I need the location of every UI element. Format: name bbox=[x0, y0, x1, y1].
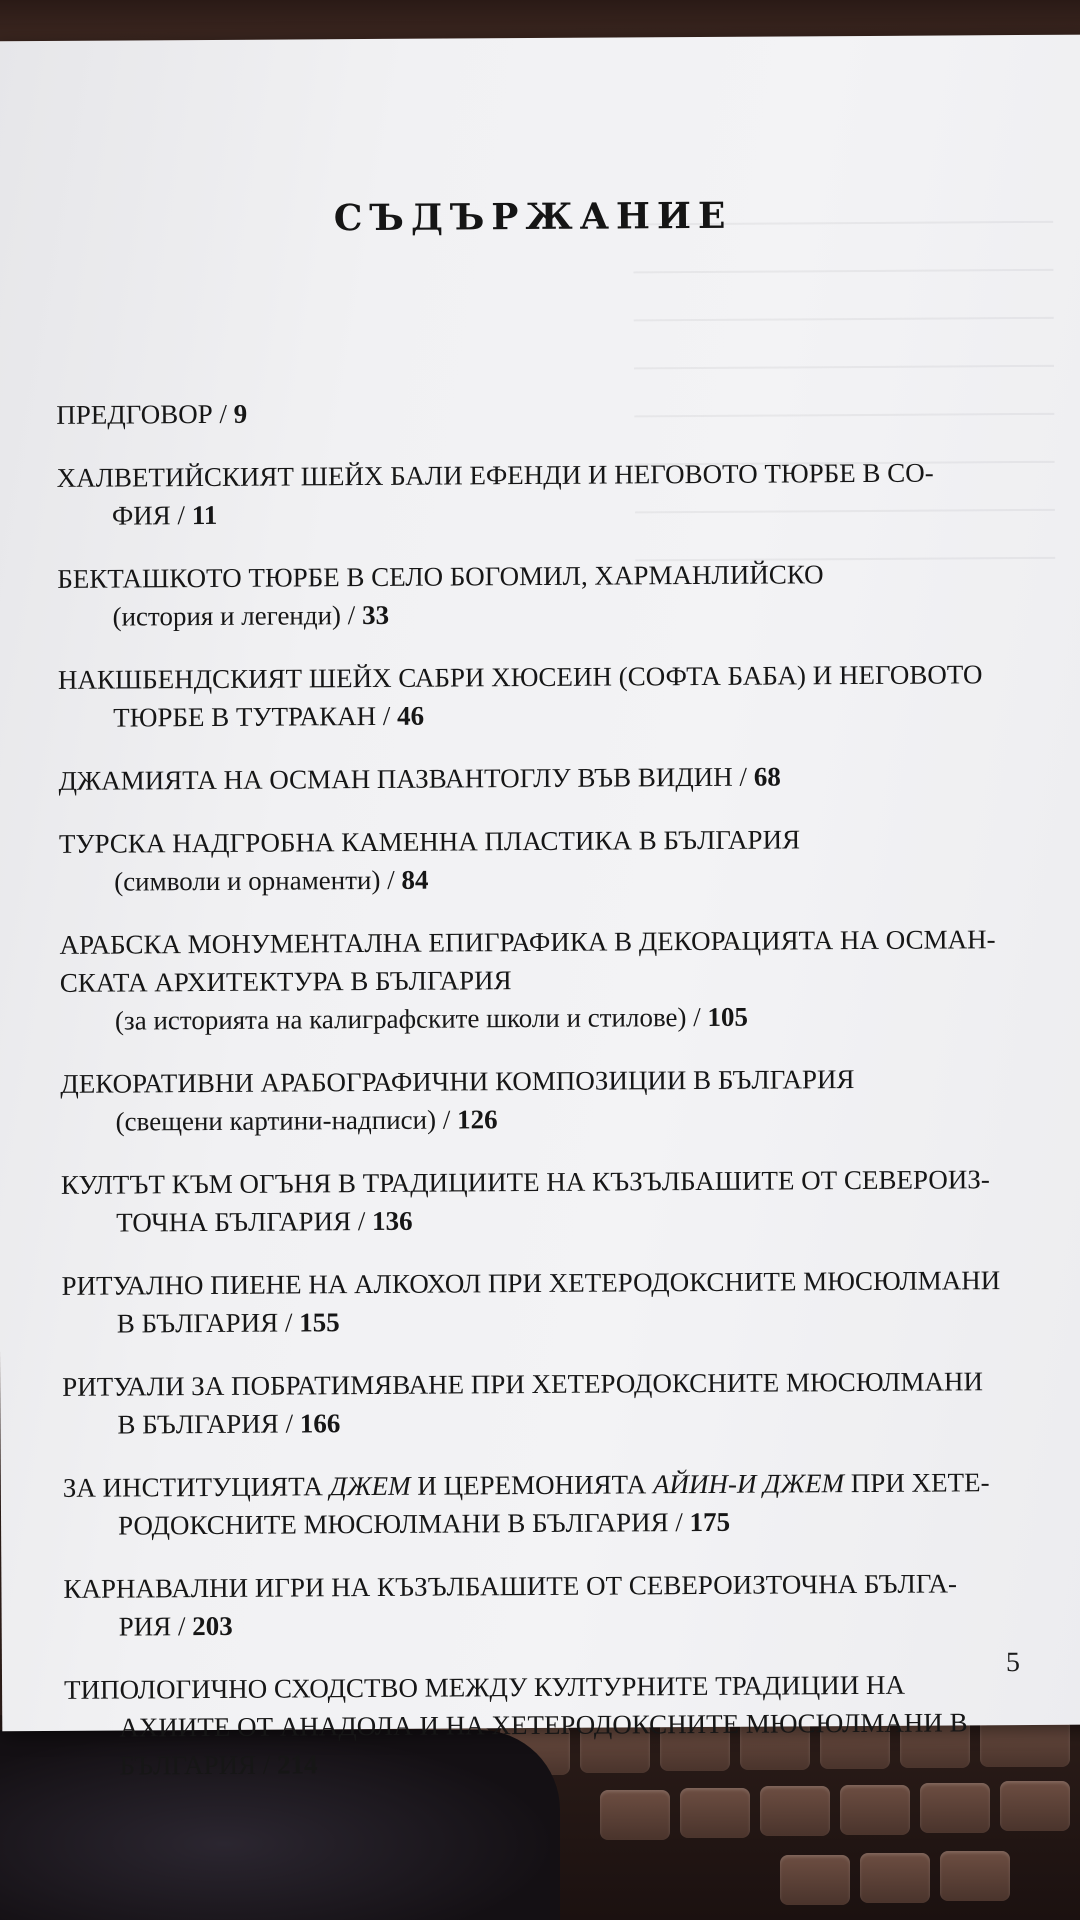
italic-term: ДЖЕМ bbox=[329, 1470, 411, 1502]
toc-entry: ХАЛВЕТИЙСКИЯТ ШЕЙХ БАЛИ ЕФЕНДИ И НЕГОВОТО ТЮРБЕ В СО- ФИЯ / 11 bbox=[57, 453, 1017, 535]
toc-entry-page: 46 bbox=[396, 700, 425, 731]
table-of-contents bbox=[56, 390, 1025, 1810]
toc-entry: ЗА ИНСТИТУЦИЯТА ДЖЕМ И ЦЕРЕМОНИЯТА АЙИН-И ДЖЕМ ПРИ ХЕТЕ- РОДОКСНИТЕ МЮСЮЛМАНИ В БЪЛГАРИЯ / 175 bbox=[63, 1463, 1023, 1545]
toc-entry-subtitle: (свещени картини-надписи) bbox=[115, 1104, 437, 1137]
toc-entry-title-cont: РОДОКСНИТЕ МЮСЮЛМАНИ В БЪЛГАРИЯ bbox=[117, 1507, 669, 1541]
toc-entry-title: БЕКТАШКОТО ТЮРБЕ В СЕЛО БОГОМИЛ, ХАРМАНЛИЙСКО bbox=[57, 559, 824, 594]
toc-entry-page: 155 bbox=[299, 1307, 340, 1338]
toc-entry: АРАБСКА МОНУМЕНТАЛНА ЕПИГРАФИКА В ДЕКОРАЦИЯТА НА ОСМАН- СКАТА АРХИТЕКТУРА В БЪЛГАРИЯ (за историята на калиграфските школи и стилове) / 105 bbox=[59, 920, 1020, 1040]
toc-entry-title-cont: ТЮРБЕ В ТУТРАКАН bbox=[113, 700, 377, 733]
toc-entry-title-cont: В БЪЛГАРИЯ bbox=[117, 1408, 279, 1440]
italic-term: АЙИН-И ДЖЕМ bbox=[652, 1468, 845, 1500]
toc-entry-title: РИТУАЛНО ПИЕНЕ НА АЛКОХОЛ ПРИ ХЕТЕРОДОКСНИТЕ МЮСЮЛМАНИ bbox=[61, 1265, 1001, 1301]
toc-entry-page: 175 bbox=[689, 1506, 731, 1538]
toc-entry-page: 166 bbox=[299, 1408, 341, 1439]
toc-entry: ТУРСКА НАДГРОБНА КАМЕННА ПЛАСТИКА В БЪЛГАРИЯ (символи и орнаменти) / 84 bbox=[59, 819, 1019, 901]
toc-entry: ТИПОЛОГИЧНО СХОДСТВО МЕЖДУ КУЛТУРНИТЕ ТРАДИЦИИ НА АХИИТЕ ОТ АНАДОЛА И НА ХЕТЕРОДОКСНИТЕ МЮСЮЛМАНИ В БЪЛГАРИЯ / 214 bbox=[64, 1665, 1025, 1785]
toc-entry-title: АРАБСКА МОНУМЕНТАЛНА ЕПИГРАФИКА В ДЕКОРАЦИЯТА НА ОСМАН- bbox=[59, 924, 996, 960]
toc-entry: НАКШБЕНДСКИЯТ ШЕЙХ САБРИ ХЮСЕИН (СОФТА БАБА) И НЕГОВОТО ТЮРБЕ В ТУТРАКАН / 46 bbox=[58, 655, 1018, 737]
toc-entry-title-cont: АХИИТЕ ОТ АНАДОЛА И НА ХЕТЕРОДОКСНИТЕ МЮСЮЛМАНИ В bbox=[119, 1707, 968, 1743]
toc-entry-title: ЗА ИНСТИТУЦИЯТА ДЖЕМ И ЦЕРЕМОНИЯТА АЙИН-И ДЖЕМ ПРИ ХЕТЕ- bbox=[62, 1467, 990, 1503]
toc-entry-title: ХАЛВЕТИЙСКИЯТ ШЕЙХ БАЛИ ЕФЕНДИ И НЕГОВОТО ТЮРБЕ В СО- bbox=[56, 457, 934, 493]
toc-entry-title: РИТУАЛИ ЗА ПОБРАТИМЯВАНЕ ПРИ ХЕТЕРОДОКСНИТЕ МЮСЮЛМАНИ bbox=[62, 1366, 984, 1402]
key bbox=[860, 1853, 930, 1903]
toc-entry-page: 105 bbox=[707, 1001, 749, 1032]
toc-entry-title: ТИПОЛОГИЧНО СХОДСТВО МЕЖДУ КУЛТУРНИТЕ ТРАДИЦИИ НА bbox=[63, 1669, 906, 1705]
toc-entry-page: 214 bbox=[277, 1749, 318, 1780]
toc-entry-page: 11 bbox=[191, 499, 218, 531]
toc-entry-page: 126 bbox=[456, 1104, 498, 1135]
toc-entry-subtitle: (символи и орнаменти) bbox=[114, 864, 381, 897]
toc-entry-title: НАКШБЕНДСКИЯТ ШЕЙХ САБРИ ХЮСЕИН (СОФТА БАБА) И НЕГОВОТО bbox=[57, 659, 983, 695]
toc-entry: БЕКТАШКОТО ТЮРБЕ В СЕЛО БОГОМИЛ, ХАРМАНЛИЙСКО (история и легенди) / 33 bbox=[57, 554, 1017, 636]
toc-entry-page: 68 bbox=[753, 761, 781, 792]
toc-entry: РИТУАЛИ ЗА ПОБРАТИМЯВАНЕ ПРИ ХЕТЕРОДОКСНИТЕ МЮСЮЛМАНИ В БЪЛГАРИЯ / 166 bbox=[62, 1362, 1022, 1444]
toc-entry: КАРНАВАЛНИ ИГРИ НА КЪЗЪЛБАШИТЕ ОТ СЕВЕРОИЗТОЧНА БЪЛГА- РИЯ / 203 bbox=[63, 1564, 1023, 1646]
toc-entry-page: 33 bbox=[361, 599, 390, 631]
toc-entry: РИТУАЛНО ПИЕНЕ НА АЛКОХОЛ ПРИ ХЕТЕРОДОКСНИТЕ МЮСЮЛМАНИ В БЪЛГАРИЯ / 155 bbox=[61, 1261, 1021, 1343]
toc-entry-title-cont: ФИЯ bbox=[111, 500, 171, 531]
toc-entry: ДЕКОРАТИВНИ АРАБОГРАФИЧНИ КОМПОЗИЦИИ В БЪЛГАРИЯ (свещени картини-надписи) / 126 bbox=[60, 1059, 1020, 1141]
toc-entry-title-cont: БЪЛГАРИЯ bbox=[119, 1749, 257, 1781]
toc-entry-page: 84 bbox=[401, 864, 429, 895]
toc-entry-subtitle: (история и легенди) bbox=[112, 600, 342, 632]
toc-entry-title: ТУРСКА НАДГРОБНА КАМЕННА ПЛАСТИКА В БЪЛГАРИЯ bbox=[58, 824, 801, 859]
toc-entry-title-cont: РИЯ bbox=[118, 1611, 172, 1642]
toc-entry: КУЛТЪТ КЪМ ОГЪНЯ В ТРАДИЦИИТЕ НА КЪЗЪЛБАШИТЕ ОТ СЕВЕРОИЗ- ТОЧНА БЪЛГАРИЯ / 136 bbox=[61, 1160, 1021, 1242]
toc-entry-title-cont: СКАТА АРХИТЕКТУРА В БЪЛГАРИЯ bbox=[59, 965, 512, 998]
toc-entry-title-cont: В БЪЛГАРИЯ bbox=[116, 1307, 279, 1339]
toc-entry-page: 136 bbox=[371, 1205, 413, 1236]
toc-entry: ДЖАМИЯТА НА ОСМАН ПАЗВАНТОГЛУ ВЪВ ВИДИН / 68 bbox=[58, 761, 781, 796]
page-title: СЪДЪРЖАНИЕ bbox=[333, 194, 733, 240]
toc-entry-title: ДЕКОРАТИВНИ АРАБОГРАФИЧНИ КОМПОЗИЦИИ В БЪЛГАРИЯ bbox=[60, 1064, 855, 1099]
toc-entry-title: КАРНАВАЛНИ ИГРИ НА КЪЗЪЛБАШИТЕ ОТ СЕВЕРОИЗТОЧНА БЪЛГА- bbox=[63, 1568, 958, 1604]
toc-entry-title: ДЖАМИЯТА НА ОСМАН ПАЗВАНТОГЛУ ВЪВ ВИДИН bbox=[58, 761, 733, 796]
page-number: 5 bbox=[1005, 1647, 1021, 1679]
toc-entry-title-cont: ТОЧНА БЪЛГАРИЯ bbox=[116, 1206, 352, 1238]
toc-entry: ПРЕДГОВОР / 9 bbox=[56, 398, 248, 430]
key bbox=[940, 1851, 1010, 1901]
key bbox=[780, 1855, 850, 1905]
toc-entry-page: 9 bbox=[233, 398, 248, 429]
book-page bbox=[0, 35, 1080, 1781]
toc-entry-page: 203 bbox=[192, 1610, 233, 1642]
toc-entry-subtitle: (за историята на калиграфските школи и стилове) bbox=[114, 1002, 687, 1036]
toc-entry-title: КУЛТЪТ КЪМ ОГЪНЯ В ТРАДИЦИИТЕ НА КЪЗЪЛБАШИТЕ ОТ СЕВЕРОИЗ- bbox=[60, 1164, 990, 1200]
toc-entry-title: ПРЕДГОВОР bbox=[56, 398, 213, 430]
